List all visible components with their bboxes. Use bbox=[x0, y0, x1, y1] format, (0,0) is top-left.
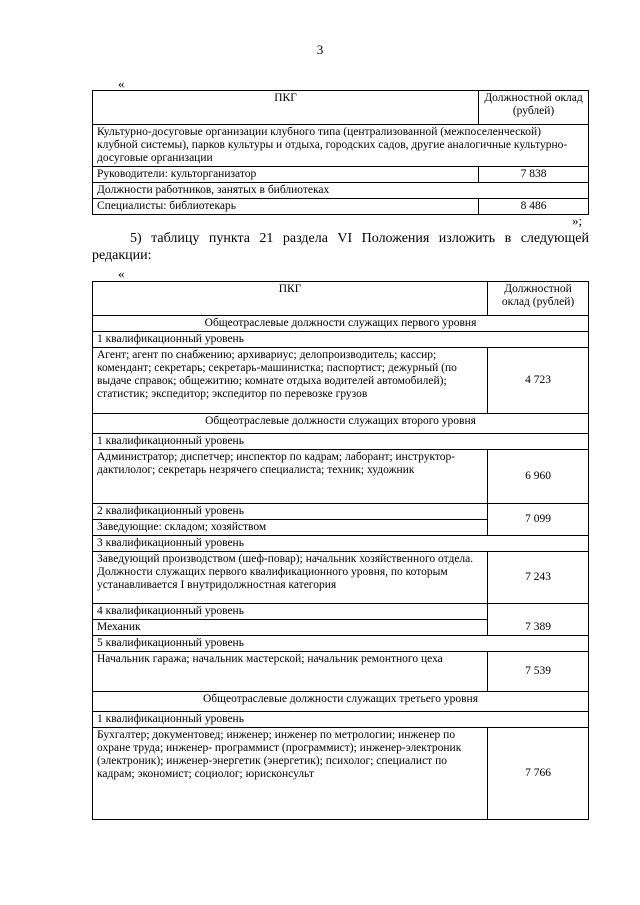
table2-g3-qual-level-1: 1 квалификационный уровень bbox=[93, 712, 589, 728]
salary-table-culture bbox=[92, 90, 589, 215]
table2-g1-qual-level-1: 1 квалификационный уровень bbox=[93, 332, 589, 348]
table2-g2-level1-positions: Администратор; диспетчер; инспектор по кадрам; лаборант; инструктор-дактилолог; секретарь незрячего специалиста; техник; художник bbox=[93, 450, 488, 504]
table2-g2-level5-salary: 7 539 bbox=[488, 652, 589, 692]
table2-g2-qual-level-1: 1 квалификационный уровень bbox=[93, 434, 589, 450]
table2-g2-level4-salary: 7 389 bbox=[488, 604, 589, 636]
table2-g2-qual-level-5: 5 квалификационный уровень bbox=[93, 636, 589, 652]
salary-table-general bbox=[92, 281, 589, 820]
table2-g2-qual-level-4: 4 квалификационный уровень bbox=[93, 604, 488, 620]
table1-row-organizer-label: Руководители: культорганизатор bbox=[93, 167, 479, 183]
table1-section-libraries: Должности работников, занятых в библиотеках bbox=[93, 183, 589, 199]
table2-g2-level2-positions: Заведующие: складом; хозяйством bbox=[93, 520, 488, 536]
table1-row-librarian-label: Специалисты: библиотекарь bbox=[93, 199, 479, 215]
table2-header-salary: Должностной оклад (рублей) bbox=[488, 282, 589, 316]
paragraph-item-5: 5) таблицу пункта 21 раздела VI Положения изложить в следующей редакции: bbox=[92, 231, 589, 263]
table2-g3-level1-salary: 7 766 bbox=[488, 728, 589, 820]
table2-g1-level1-salary: 4 723 bbox=[488, 348, 589, 414]
open-quote-2: « bbox=[118, 266, 125, 281]
open-quote-1: « bbox=[118, 76, 125, 91]
table2-g2-level2-salary: 7 099 bbox=[488, 504, 589, 536]
table2-g2-qual-level-2: 2 квалификационный уровень bbox=[93, 504, 488, 520]
table2-group-first-level: Общеотраслевые должности служащих первого уровня bbox=[93, 316, 589, 332]
table1-header-pkg: ПКГ bbox=[93, 91, 479, 125]
page-number: 3 bbox=[316, 42, 324, 57]
table2-g2-level3-salary: 7 243 bbox=[488, 552, 589, 604]
table2-g2-level4-positions: Механик bbox=[93, 620, 488, 636]
table1-header-salary: Должностной оклад (рублей) bbox=[479, 91, 589, 125]
table1-row-librarian-value: 8 486 bbox=[479, 199, 589, 215]
table2-g2-level1-salary: 6 960 bbox=[488, 450, 589, 504]
table2-g2-level3-positions: Заведующий производством (шеф-повар); начальник хозяйственного отдела. Должности служащих первого квалификационного уровня, по которым устанавливается I внутридолжностная категория bbox=[93, 552, 488, 604]
table2-g2-level5-positions: Начальник гаража; начальник мастерской; начальник ремонтного цеха bbox=[93, 652, 488, 692]
table2-header-pkg: ПКГ bbox=[93, 282, 488, 316]
table2-g2-qual-level-3: 3 квалификационный уровень bbox=[93, 536, 589, 552]
table2-g3-level1-positions: Бухгалтер; документовед; инженер; инженер по метрологии; инженер по охране труда; инженер- программист (программист); инженер-электроник (электроник); инженер-энергетик (энергетик); психолог; специалист по кадрам; экономист; социолог; юрисконсульт bbox=[93, 728, 488, 820]
table1-row-organizer-value: 7 838 bbox=[479, 167, 589, 183]
table2-group-third-level: Общеотраслевые должности служащих третьего уровня bbox=[93, 692, 589, 712]
table2-g1-level1-positions: Агент; агент по снабжению; архивариус; делопроизводитель; кассир; комендант; секретарь; секретарь-машинистка; паспортист; дежурный (по выдаче справок; общежитию; комнате отдыха водителей автомобилей); статистик; экспедитор; экспедитор по перевозке грузов bbox=[93, 348, 488, 414]
table2-group-second-level: Общеотраслевые должности служащих второго уровня bbox=[93, 414, 589, 434]
table1-section-clubs: Культурно-досуговые организации клубного типа (централизованной (межпоселенческой) клубной системы), парков культуры и отдыха, городских садов, другие аналогичные культурно-досуговые организации bbox=[93, 125, 589, 167]
close-quote: »; bbox=[572, 213, 583, 228]
